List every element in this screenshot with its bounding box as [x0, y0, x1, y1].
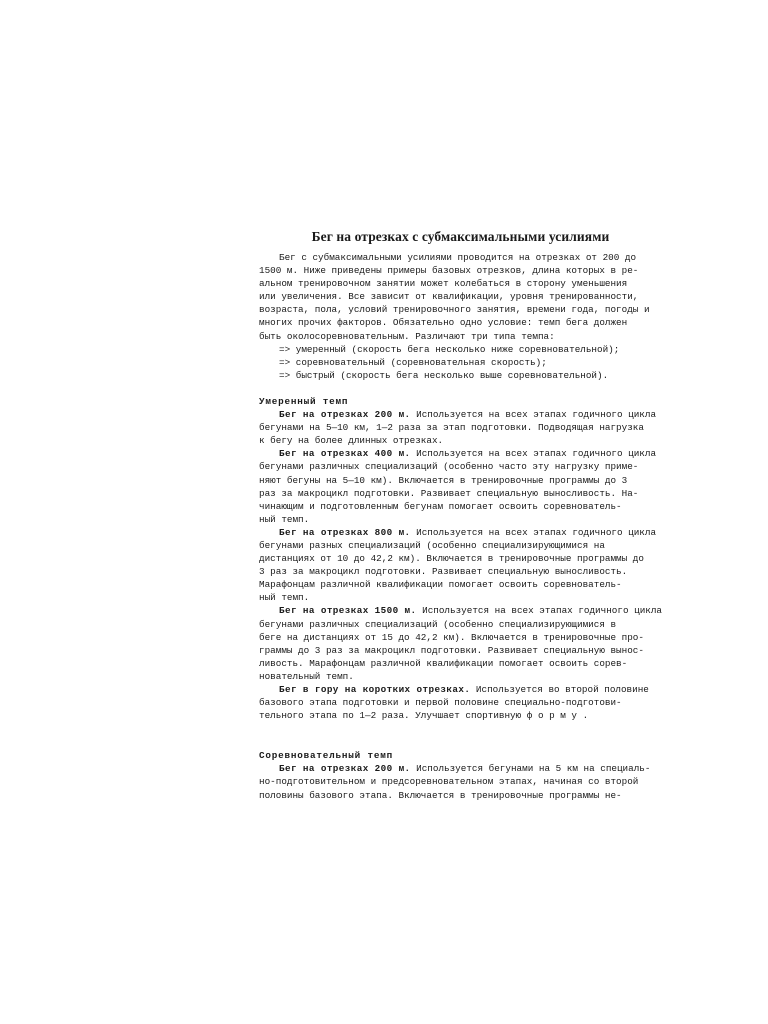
intro-line-7: быть околосоревновательным. Различают три типа темпа: — [259, 330, 555, 342]
paragraph-text: Используется на всех этапах годичного цикла — [410, 448, 657, 460]
intro-line-4: или увеличения. Все зависит от квалификации, уровня тренированности, — [259, 291, 639, 303]
paragraph-line: но-подготовительном и предсоревновательном этапах, начиная со второй — [259, 776, 639, 788]
paragraph-line: бегунами разных специализаций (особенно специализирующимися на — [259, 539, 605, 551]
paragraph-lead: Бег на отрезках 200 м. — [279, 763, 411, 775]
paragraph-line: к бегу на более длинных отрезках. — [259, 435, 444, 447]
paragraph-line: раз за макроцикл подготовки. Развивает специальную выносливость. На- — [259, 487, 639, 499]
paragraph-first-line — [259, 447, 662, 460]
paragraph-line: базового этапа подготовки и первой половине специально-подготови- — [259, 697, 622, 709]
tempo-bullet-competitive: => соревновательный (соревновательная скорость); — [279, 356, 547, 368]
page-title: Бег на отрезках с субмаксимальными усилиями — [311, 229, 610, 244]
paragraph-text: Используется на всех этапах годичного цикла — [416, 605, 662, 617]
paragraph-first-line — [259, 408, 662, 421]
paragraph-lead: Бег на отрезках 800 м. — [279, 526, 411, 538]
paragraph-line: ный темп. — [259, 592, 310, 604]
paragraph-first-line — [259, 604, 662, 617]
intro-line-3: альном тренировочном занятии может колебаться в сторону уменьшения — [259, 278, 628, 290]
paragraph-lead: Бег на отрезках 400 м. — [279, 448, 411, 460]
paragraph-line: дистанциях от 10 до 42,2 км). Включается в тренировочные программы до — [259, 553, 644, 565]
paragraph-line: бегунами на 5—10 км, 1—2 раза за этап подготовки. Подводящая нагрузка — [259, 422, 644, 434]
paragraph-text: Используется на всех этапах годичного цикла — [410, 526, 657, 538]
spacer — [259, 722, 662, 736]
section-heading-competitive: Соревновательный темп — [259, 750, 393, 762]
paragraph-text: Используется во второй половине — [470, 684, 649, 695]
paragraph-line: бегунами различных специализаций (особенно специализирующимися в — [259, 618, 617, 630]
spacer — [259, 736, 662, 749]
tempo-bullet-fast: => быстрый (скорость бега несколько выше соревновательной). — [279, 369, 609, 381]
intro-line-2: 1500 м. Ниже приведены примеры базовых отрезков, длина которых в ре- — [259, 265, 639, 277]
tempo-bullet-moderate: => умеренный (скорость бега несколько ниже соревновательной); — [279, 343, 620, 355]
paragraph-text: Используется бегунами на 5 км на специаль- — [410, 763, 651, 775]
paragraph-line: чинающим и подготовленным бегунам помогает освоить соревнователь- — [259, 500, 622, 512]
intro-line-5: возраста, пола, условий тренировочного занятия, времени года, погоды и — [259, 304, 650, 316]
paragraph-line: граммы до 3 раз за макроцикл подготовки. Развивает специальную вынос- — [259, 644, 644, 656]
paragraph-first-line — [259, 762, 662, 775]
paragraph-line: половины базового этапа. Включается в тренировочные программы не- — [259, 789, 622, 801]
document-page — [259, 229, 662, 802]
paragraph-lead: Бег на отрезках 200 м. — [279, 409, 411, 421]
intro-line-6: многих прочих факторов. Обязательно одно условие: темп бега должен — [259, 317, 628, 329]
paragraph-lead: Бег на отрезках 1500 м. — [279, 605, 417, 617]
spacer — [259, 382, 662, 395]
paragraph-line: ливость. Марафонцам различной квалификации помогает освоить сорев- — [259, 657, 628, 669]
paragraph-line: ный темп. — [259, 513, 310, 525]
section-heading-moderate: Умеренный темп — [259, 395, 349, 407]
paragraph-lead: Бег в гору на коротких отрезках. — [279, 684, 471, 695]
paragraph-line: Марафонцам различной квалификации помогает освоить соревнователь- — [259, 579, 622, 591]
paragraph-line: беге на дистанциях от 15 до 42,2 км). Включается в тренировочные про- — [259, 631, 644, 643]
paragraph-first-line — [259, 526, 662, 539]
paragraph-text: Используется на всех этапах годичного цикла — [410, 409, 657, 421]
paragraph-line: новательный темп. — [259, 670, 354, 682]
paragraph-line: 3 раз за макроцикл подготовки. Развивает специальную выносливость. — [259, 566, 628, 578]
paragraph-first-line — [259, 683, 662, 696]
paragraph-line: тельного этапа по 1—2 раза. Улучшает спортивную ф о р м у . — [259, 710, 589, 722]
intro-line-1: Бег с субмаксимальными усилиями проводится на отрезках от 200 до — [279, 252, 637, 263]
paragraph-line: бегунами различных специализаций (особенно часто эту нагрузку приме- — [259, 461, 639, 473]
paragraph-line: няют бегуны на 5—10 км). Включается в тренировочные программы до 3 — [259, 474, 628, 486]
